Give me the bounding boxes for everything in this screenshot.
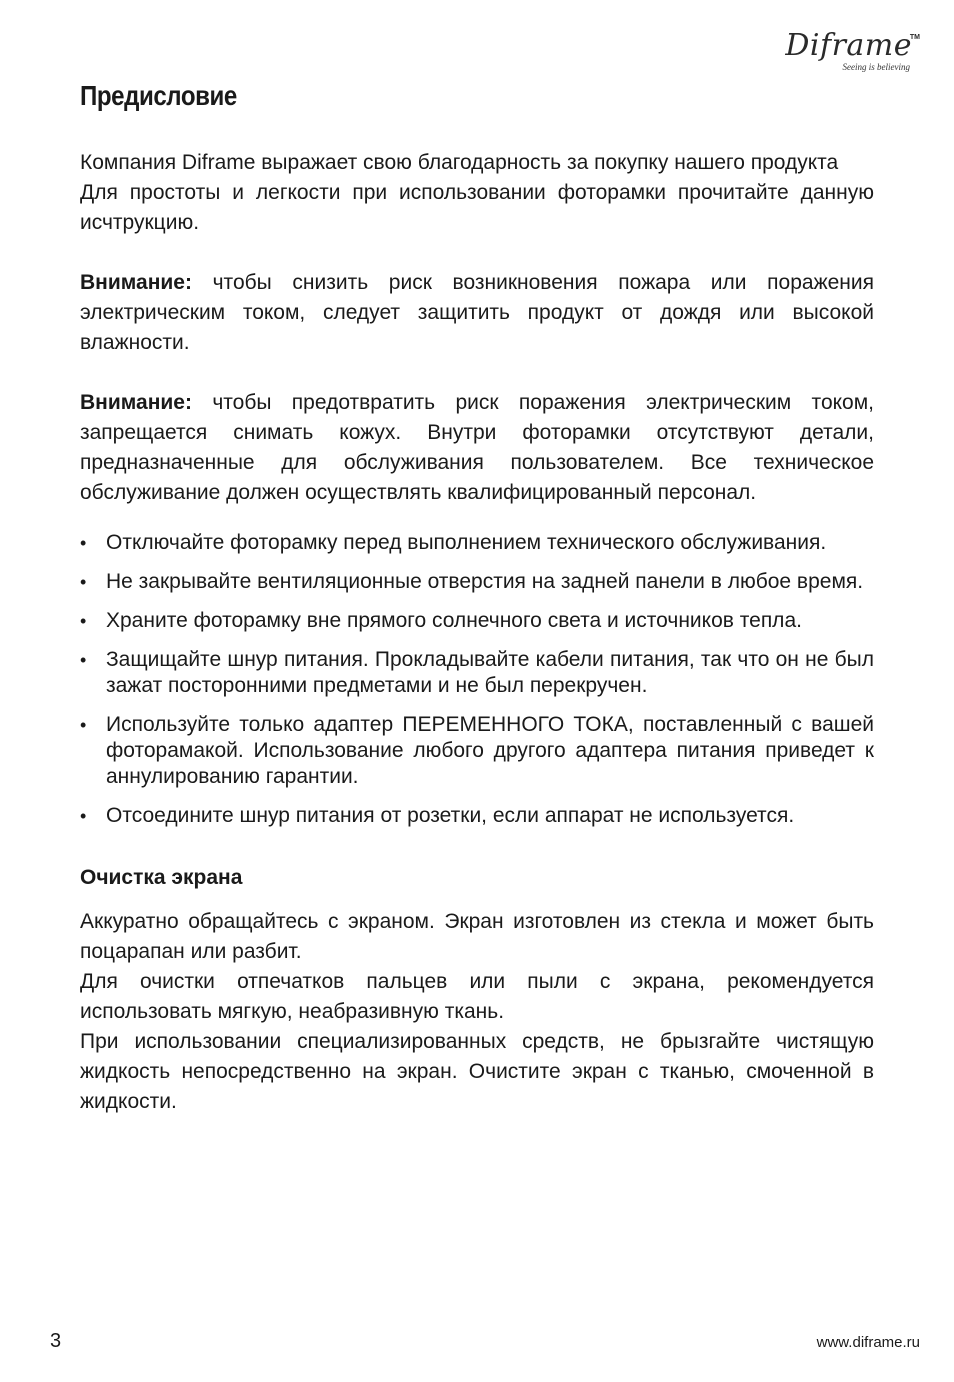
bullet-icon: •: [80, 533, 87, 553]
logo-tagline: Seeing is believing: [842, 62, 910, 72]
website-url: www.diframe.ru: [816, 1334, 920, 1351]
page-content: [80, 78, 874, 1117]
cleaning-paragraph-2: Для очистки отпечатков пальцев или пыли с экрана, рекомендуется использовать мягкую, неабразивную ткань.: [80, 970, 874, 1023]
list-item-text: Отключайте фоторамку перед выполнением технического обслуживания.: [106, 531, 827, 554]
bullet-icon: •: [80, 611, 87, 631]
warning-label-2: Внимание:: [80, 391, 192, 414]
list-item: [80, 712, 874, 790]
warning-paragraph-2: [80, 388, 874, 508]
logo-wordmark: Diframe: [785, 28, 912, 63]
intro-section: [80, 148, 874, 238]
list-item-text: Храните фоторамку вне прямого солнечного света и источников тепла.: [106, 609, 802, 632]
list-item: [80, 608, 874, 634]
safety-list: [80, 530, 874, 829]
bullet-icon: •: [80, 572, 87, 592]
cleaning-section: [80, 907, 874, 1117]
list-item: [80, 647, 874, 699]
list-item: [80, 569, 874, 595]
list-item-text: Защищайте шнур питания. Прокладывайте кабели питания, так что он не был зажат посторонними предметами и не был перекручен.: [106, 648, 874, 697]
section-heading-cleaning: Очистка экрана: [80, 866, 243, 889]
cleaning-paragraph-1: Аккуратно обращайтесь с экраном. Экран изготовлен из стекла и может быть поцарапан или разбит.: [80, 910, 874, 963]
warning-text-2: чтобы предотвратить риск поражения электрическим током, запрещается снимать кожух. Внутри фоторамки отсутствуют детали, предназначенные для обслуживания пользователем. Все техническое обслуживание должен осуществлять квалифицированный персонал.: [80, 391, 874, 504]
brand-logo: [785, 28, 920, 76]
list-item-text: Отсоедините шнур питания от розетки, если аппарат не используется.: [106, 804, 795, 827]
intro-paragraph-1: Компания Diframe выражает свою благодарность за покупку нашего продукта: [80, 151, 839, 174]
warning-paragraph-1: [80, 268, 874, 358]
list-item-text: Используйте только адаптер ПЕРЕМЕННОГО ТОКА, поставленный с вашей фоторамакой. Использование любого другого адаптера питания приведет к аннулированию гарантии.: [106, 713, 874, 788]
bullet-icon: •: [80, 715, 87, 735]
list-item: [80, 530, 874, 556]
warning-text-1: чтобы снизить риск возникновения пожара или поражения электрическим током, следует защитить продукт от дождя или высокой влажности.: [80, 271, 874, 354]
intro-paragraph-2: Для простоты и легкости при использовании фоторамки прочитайте данную исчтрукцию.: [80, 181, 874, 234]
bullet-icon: •: [80, 650, 87, 670]
list-item-text: Не закрывайте вентиляционные отверстия на задней панели в любое время.: [106, 570, 864, 593]
page-title: Предисловие: [80, 80, 237, 111]
logo-trademark: TM: [909, 34, 920, 41]
list-item: [80, 803, 874, 829]
cleaning-paragraph-3: При использовании специализированных средств, не брызгайте чистящую жидкость непосредственно на экран. Очистите экран с тканью, смоченной в жидкости.: [80, 1030, 874, 1113]
bullet-icon: •: [80, 806, 87, 826]
page-number: 3: [50, 1330, 62, 1352]
warning-label-1: Внимание:: [80, 271, 192, 294]
